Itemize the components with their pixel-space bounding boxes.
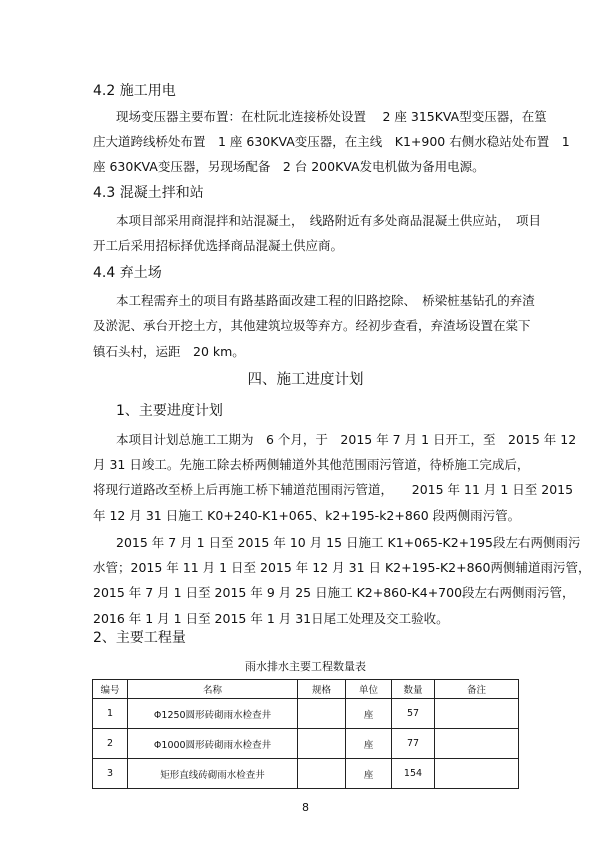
paragraph-line: 2015 年 7 月 1 日至 2015 年 9 月 25 日施工 K2+860-K4+700段左右两侧雨污管， [93,585,575,600]
table-cell [298,729,346,759]
section-2-heading: 2、主要工程量 [93,630,186,646]
table-cell: 57 [392,699,435,729]
table-cell: 154 [392,759,435,789]
table-cell: 2 [93,729,128,759]
table-row [93,699,519,729]
column-header: 数量 [392,680,435,699]
table-cell: 1 [93,699,128,729]
column-header: 单位 [346,680,392,699]
table-row [93,759,519,789]
paragraph-line: 年 12 月 31 日施工 K0+240-K1+065、k2+195-k2+860 段两侧雨污管。 [93,508,521,523]
paragraph-line: 月 31 日竣工。先施工除去桥两侧辅道外其他范围雨污管道，待桥施工完成后， [93,457,530,472]
table-cell [435,699,519,729]
table-cell: 座 [346,729,392,759]
paragraph-line: 水管；2015 年 11 月 1 日至 2015 年 12 月 31 日 K2+195-K2+860两侧辅道雨污管， [93,560,591,575]
column-header: 备注 [435,680,519,699]
table-cell [435,729,519,759]
paragraph-line: 及淤泥、承台开挖土方，其他建筑垃圾等弃方。经初步查看，弃渣场设置在棠下 [93,318,531,333]
section-4-3-heading: 4.3 混凝土拌和站 [93,185,204,201]
column-header: 规格 [298,680,346,699]
table-cell: 矩形直线砖砌雨水检查井 [128,759,298,789]
table-cell: 座 [346,699,392,729]
table-caption: 雨水排水主要工程数量表 [245,660,366,673]
column-header: 编号 [93,680,128,699]
section-4-4-heading: 4.4 弃土场 [93,265,162,281]
paragraph-line: 本工程需弃土的项目有路基路面改建工程的旧路挖除、 桥梁桩基钻孔的弃渣 [116,293,535,308]
section-1-heading: 1、主要进度计划 [116,403,223,419]
section-4-2-heading: 4.2 施工用电 [93,83,176,99]
table-cell [298,699,346,729]
table-cell [298,759,346,789]
paragraph-line: 2015 年 7 月 1 日至 2015 年 10 月 15 日施工 K1+065-K2+195段左右两侧雨污 [116,535,581,550]
chapter-title: 四、施工进度计划 [247,372,364,388]
table-cell: Φ1000圆形砖砌雨水检查井 [128,729,298,759]
table-header-row [93,680,519,699]
paragraph-line: 座 630KVA变压器，另现场配备 2 台 200KVA发电机做为备用电源。 [93,159,485,174]
page-number: 8 [302,801,309,814]
paragraph-line: 镇石头村，运距 20 km。 [93,344,245,359]
paragraph-line: 本项目部采用商混拌和站混凝土， 线路附近有多处商品混凝土供应站， 项目 [116,213,542,228]
paragraph-line: 开工后采用招标择优选择商品混凝土供应商。 [93,238,344,253]
paragraph-line: 将现行道路改至桥上后再施工桥下辅道范围雨污管道， 2015 年 11 月 1 日至 2015 [93,482,574,497]
table-cell: 77 [392,729,435,759]
column-header: 名称 [128,680,298,699]
table-row [93,729,519,759]
table-cell: 3 [93,759,128,789]
table-cell: 座 [346,759,392,789]
table-cell: Φ1250圆形砖砌雨水检查井 [128,699,298,729]
table-cell [435,759,519,789]
paragraph-line: 本项目计划总施工工期为 6 个月，于 2015 年 7 月 1 日开工，至 2015 年 12 [116,432,577,447]
quantity-table [92,679,519,789]
paragraph-line: 现场变压器主要布置：在杜阮北连接桥处设置 2 座 315KVA型变压器，在篁 [116,109,547,124]
paragraph-line: 庄大道跨线桥处布置 1 座 630KVA变压器，在主线 K1+900 右侧水稳站处布置 1 [93,134,570,149]
paragraph-line: 2016 年 1 月 1 日至 2015 年 1 月 31日尾工处理及交工验收。 [93,611,449,626]
